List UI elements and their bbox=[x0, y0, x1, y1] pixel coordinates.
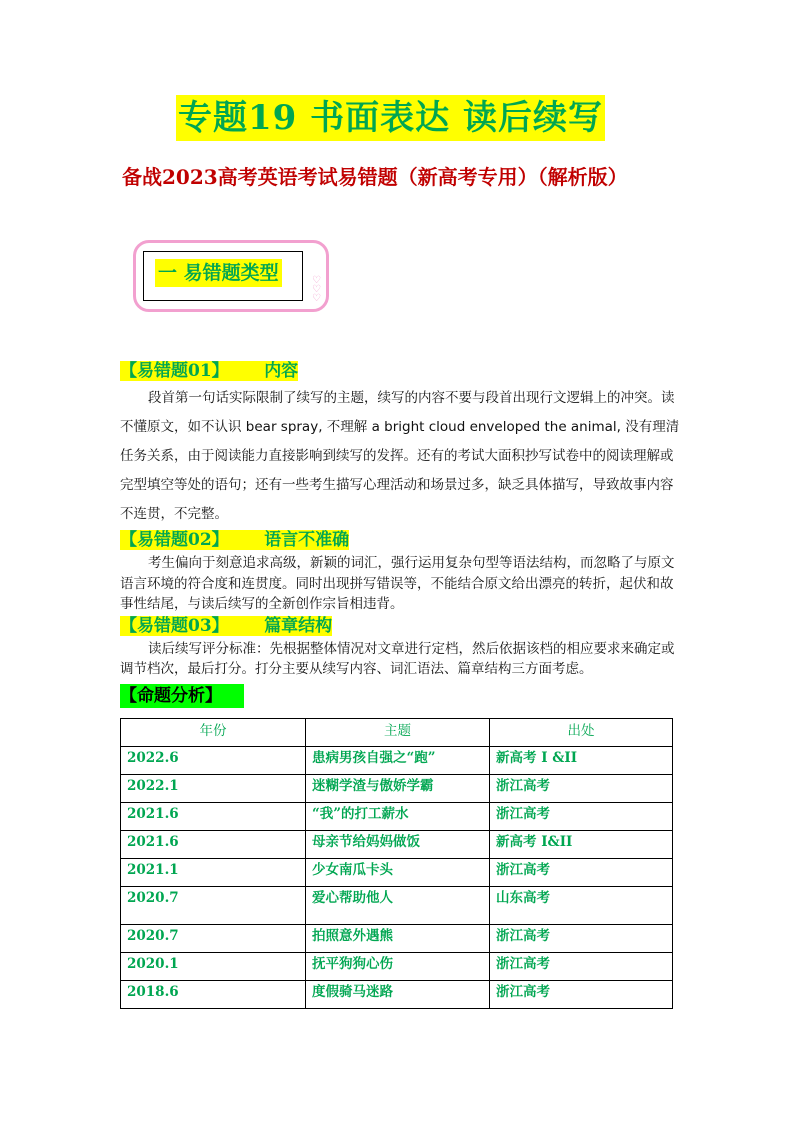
table-row bbox=[121, 775, 673, 803]
table-cell-theme: 抚平狗狗心伤 bbox=[306, 953, 490, 981]
table-cell-year: 2021.6 bbox=[121, 803, 306, 831]
table-header-source: 出处 bbox=[490, 719, 673, 747]
section-bracket-close: 】 bbox=[211, 530, 229, 550]
table-cell-source: 浙江高考 bbox=[490, 925, 673, 953]
table-cell-year: 2022.6 bbox=[121, 747, 306, 775]
table-row bbox=[121, 981, 673, 1009]
table-cell-year: 2018.6 bbox=[121, 981, 306, 1009]
section-heading-02 bbox=[120, 528, 349, 552]
analysis-label: 【命题分析】 bbox=[120, 684, 244, 708]
section-bracket-open: 【易错题 bbox=[120, 530, 188, 550]
section-number: 02 bbox=[188, 530, 212, 550]
table-row bbox=[121, 747, 673, 775]
table-row bbox=[121, 925, 673, 953]
section-text-03: 读后续写评分标准：先根据整体情况对文章进行定档，然后依据该档的相应要求来确定或调节档次，最后打分。打分主要从续写内容、词汇语法、篇章结构三方面考虑。 bbox=[120, 641, 675, 677]
section-topic: 语言不准确 bbox=[264, 530, 350, 550]
table-row bbox=[121, 887, 673, 925]
section-text-01: 段首第一句话实际限制了续写的主题，续写的内容不要与段首出现行文逻辑上的冲突。读不懂原文，如不认识 bear spray, 不理解 a bright cloud enveloped the animal, 没有理清任务关系，由于阅读能力直接影响到续写的发挥。还有的考试大面积抄写试卷中的阅读理解或完型填空等处的语句；还有一些考生描写心理活动和场景过多，缺乏具体描写，导致故事内容不连贯，不完整。 bbox=[120, 390, 680, 522]
table-cell-year: 2020.7 bbox=[121, 887, 306, 925]
section-topic: 篇章结构 bbox=[264, 616, 333, 636]
table-cell-source: 新高考 I &II bbox=[490, 747, 673, 775]
table-cell-year: 2020.7 bbox=[121, 925, 306, 953]
section-number: 03 bbox=[188, 616, 212, 636]
table-cell-source: 浙江高考 bbox=[490, 953, 673, 981]
section-number: 01 bbox=[188, 361, 212, 381]
table-cell-source: 浙江高考 bbox=[490, 981, 673, 1009]
table-cell-year: 2021.1 bbox=[121, 859, 306, 887]
section-bracket-open: 【易错题 bbox=[120, 616, 188, 636]
section-heading-01 bbox=[120, 359, 298, 383]
table-cell-theme: “我”的打工薪水 bbox=[306, 803, 490, 831]
table-cell-theme: 度假骑马迷路 bbox=[306, 981, 490, 1009]
section-topic: 内容 bbox=[264, 361, 299, 381]
section-bracket-close: 】 bbox=[211, 616, 229, 636]
table-cell-source: 新高考 I&II bbox=[490, 831, 673, 859]
table-cell-theme: 爱心帮助他人 bbox=[306, 887, 490, 925]
section-heading-03 bbox=[120, 614, 332, 638]
table-cell-theme: 母亲节给妈妈做饭 bbox=[306, 831, 490, 859]
page-subtitle: 备战2023高考英语考试易错题（新高考专用）（解析版） bbox=[122, 165, 628, 189]
table-cell-source: 浙江高考 bbox=[490, 775, 673, 803]
table-row bbox=[121, 831, 673, 859]
table-header-theme: 主题 bbox=[306, 719, 490, 747]
section-bracket-close: 】 bbox=[211, 361, 229, 381]
table-cell-theme: 患病男孩自强之“跑” bbox=[306, 747, 490, 775]
page-title: 专题19 书面表达 读后续写 bbox=[176, 95, 605, 141]
exam-table bbox=[120, 718, 673, 1009]
table-cell-source: 浙江高考 bbox=[490, 803, 673, 831]
section-type-label: 一 易错题类型 bbox=[155, 259, 282, 287]
heart-icons: ♡ ♡ ♡ bbox=[312, 275, 321, 304]
table-cell-theme: 少女南瓜卡头 bbox=[306, 859, 490, 887]
table-cell-year: 2020.1 bbox=[121, 953, 306, 981]
table-cell-year: 2021.6 bbox=[121, 831, 306, 859]
table-cell-year: 2022.1 bbox=[121, 775, 306, 803]
table-cell-theme: 拍照意外遇熊 bbox=[306, 925, 490, 953]
section-bracket-open: 【易错题 bbox=[120, 361, 188, 381]
table-row bbox=[121, 859, 673, 887]
table-header-row bbox=[121, 719, 673, 747]
table-row bbox=[121, 953, 673, 981]
table-cell-source: 浙江高考 bbox=[490, 859, 673, 887]
table-row bbox=[121, 803, 673, 831]
table-cell-source: 山东高考 bbox=[490, 887, 673, 925]
table-cell-theme: 迷糊学渣与傲娇学霸 bbox=[306, 775, 490, 803]
table-header-year: 年份 bbox=[121, 719, 306, 747]
section-text-02: 考生偏向于刻意追求高级，新颖的词汇，强行运用复杂句型等语法结构，而忽略了与原文语言环境的符合度和连贯度。同时出现拼写错误等，不能结合原文给出漂亮的转折，起伏和故事性结尾，与读后续写的全新创作宗旨相违背。 bbox=[120, 555, 675, 612]
